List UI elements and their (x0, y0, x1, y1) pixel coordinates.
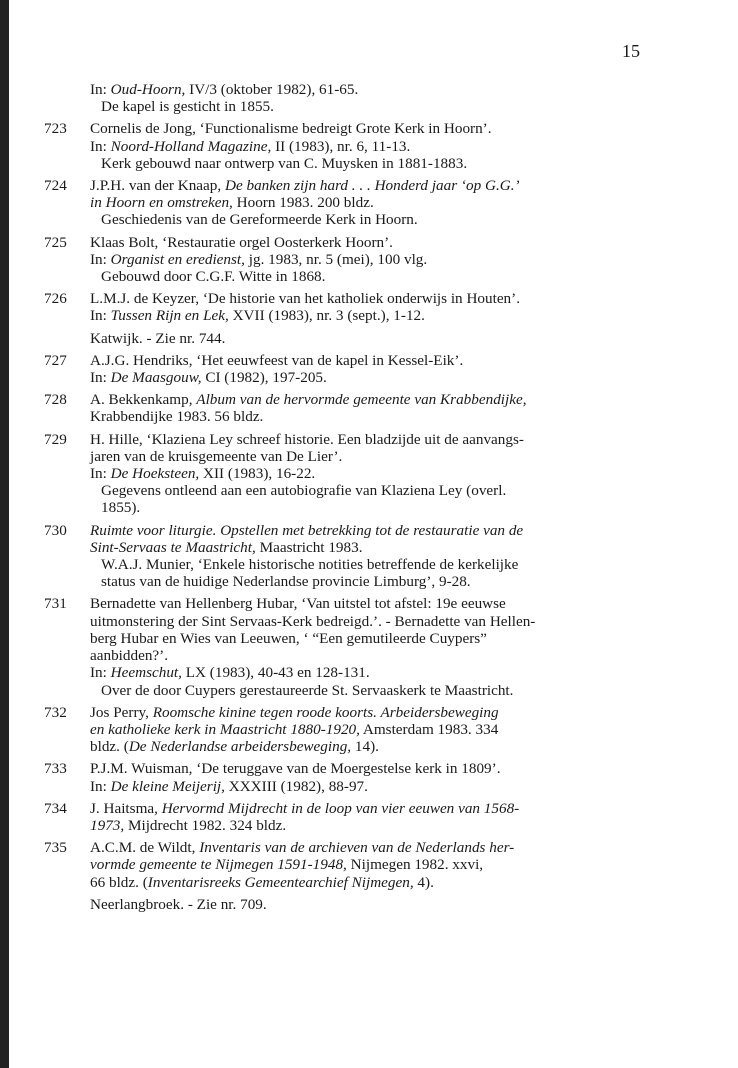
entry-line: in Hoorn en omstreken, Hoorn 1983. 200 bldz. (90, 194, 374, 212)
entry-line: Krabbendijke 1983. 56 bldz. (90, 408, 264, 426)
entry-735 (40, 839, 640, 913)
cross-reference: Neerlangbroek. - Zie nr. 709. (90, 895, 267, 913)
entry-number: 724 (44, 177, 67, 195)
entry-line: 1973, Mijdrecht 1982. 324 bldz. (90, 816, 287, 834)
entry-734 (40, 800, 640, 834)
entry-line: Klaas Bolt, ‘Restauratie orgel Oosterkerk Hoorn’. (90, 233, 393, 251)
entry-724 (40, 177, 640, 229)
entry-note: Gebouwd door C.G.F. Witte in 1868. (101, 268, 326, 286)
entry-line: L.M.J. de Keyzer, ‘De historie van het katholiek onderwijs in Houten’. (90, 290, 521, 308)
entry-line: vormde gemeente te Nijmegen 1591-1948, Nijmegen 1982. xxvi, (90, 856, 484, 874)
entry-line: P.J.M. Wuisman, ‘De teruggave van de Moergestelse kerk in 1809’. (90, 760, 501, 778)
entry-line: bldz. (De Nederlandse arbeidersbeweging, 14). (90, 738, 379, 756)
entry-line: Cornelis de Jong, ‘Functionalisme bedreigt Grote Kerk in Hoorn’. (90, 120, 492, 138)
entry-728 (40, 391, 640, 425)
entry-note: Kerk gebouwd naar ontwerp van C. Muysken in 1881-1883. (101, 154, 468, 172)
entry-line: uitmonstering der Sint Servaas-Kerk bedreigd.’. - Bernadette van Hellen- (90, 612, 536, 630)
entry-note: Geschiedenis van de Gereformeerde Kerk in Hoorn. (101, 211, 418, 229)
entry-line: berg Hubar en Wies van Leeuwen, ‘ “Een gemutileerde Cuypers” (90, 629, 487, 647)
entry-number: 723 (44, 120, 67, 138)
entry-730 (40, 522, 640, 591)
entry-line: J.P.H. van der Knaap, De banken zijn hard . . . Honderd jaar ‘op G.G.’ (90, 177, 520, 195)
entry-number: 725 (44, 233, 67, 251)
entry-number: 735 (44, 839, 67, 857)
entry-number: 734 (44, 799, 67, 817)
entry-731 (40, 595, 640, 698)
entry-line: In: Heemschut, LX (1983), 40-43 en 128-131. (90, 664, 370, 682)
entry-number: 726 (44, 290, 67, 308)
entry-733 (40, 760, 640, 794)
entry-line: A. Bekkenkamp, Album van de hervormde gemeente van Krabbendijke, (90, 391, 527, 409)
entry-note: De kapel is gesticht in 1855. (101, 98, 274, 116)
entry-line: In: De Maasgouw, CI (1982), 197-205. (90, 369, 327, 387)
entry-number: 727 (44, 351, 67, 369)
entry-725 (40, 234, 640, 286)
entry-number: 729 (44, 430, 67, 448)
entry-number: 731 (44, 595, 67, 613)
entry-number: 733 (44, 760, 67, 778)
entry-line: A.J.G. Hendriks, ‘Het eeuwfeest van de kapel in Kessel-Eik’. (90, 351, 464, 369)
entry-line: Ruimte voor liturgie. Opstellen met betrekking tot de restauratie van de (90, 521, 524, 539)
entry-line: In: De kleine Meijerij, XXXIII (1982), 88-97. (90, 777, 368, 795)
entry-line: Bernadette van Hellenberg Hubar, ‘Van uitstel tot afstel: 19e eeuwse (90, 595, 506, 613)
entry-line: jaren van de kruisgemeente van De Lier’. (90, 447, 343, 465)
cross-reference: Katwijk. - Zie nr. 744. (90, 329, 226, 347)
entry-line: Jos Perry, Roomsche kinine tegen roode koorts. Arbeidersbeweging (90, 703, 499, 721)
entry-line: In: De Hoeksteen, XII (1983), 16-22. (90, 465, 316, 483)
entry-continued (40, 81, 640, 115)
entry-726 (40, 290, 640, 347)
entry-729 (40, 431, 640, 517)
entry-line: Sint-Servaas te Maastricht, Maastricht 1983. (90, 538, 363, 556)
entry-line: In: Organist en eredienst, jg. 1983, nr. 5 (mei), 100 vlg. (90, 250, 428, 268)
entry-note: Gegevens ontleend aan een autobiografie van Klaziena Ley (overl. (101, 482, 507, 500)
entry-line: In: Oud-Hoorn, IV/3 (oktober 1982), 61-65. (90, 81, 359, 98)
entry-line: H. Hille, ‘Klaziena Ley schreef historie. Een bladzijde uit de aanvangs- (90, 430, 524, 448)
entry-note: 1855). (101, 499, 141, 517)
entry-number: 728 (44, 391, 67, 409)
entry-732 (40, 704, 640, 756)
entry-line: In: Tussen Rijn en Lek, XVII (1983), nr. 3 (sept.), 1-12. (90, 307, 425, 325)
entry-number: 732 (44, 703, 67, 721)
page-binding-edge (0, 0, 9, 1068)
entry-number: 730 (44, 521, 67, 539)
entry-line: J. Haitsma, Hervormd Mijdrecht in de loop van vier eeuwen van 1568- (90, 799, 520, 817)
entry-note: W.A.J. Munier, ‘Enkele historische notities betreffende de kerkelijke (101, 556, 519, 574)
entry-note: status van de huidige Nederlandse provincie Limburg’, 9-28. (101, 573, 471, 591)
entry-line: In: Noord-Holland Magazine, II (1983), nr. 6, 11-13. (90, 137, 411, 155)
entry-line: en katholieke kerk in Maastricht 1880-1920, Amsterdam 1983. 334 (90, 720, 499, 738)
entry-line: A.C.M. de Wildt, Inventaris van de archieven van de Nederlands her- (90, 839, 515, 857)
entry-line: 66 bldz. (Inventarisreeks Gemeentearchief Nijmegen, 4). (90, 873, 434, 891)
page-number: 15 (622, 41, 640, 61)
entry-723 (40, 120, 640, 172)
bibliography-list (40, 81, 640, 918)
entry-note: Over de door Cuypers gerestaureerde St. Servaaskerk te Maastricht. (101, 681, 514, 699)
entry-727 (40, 352, 640, 386)
entry-line: aanbidden?’. (90, 647, 169, 665)
